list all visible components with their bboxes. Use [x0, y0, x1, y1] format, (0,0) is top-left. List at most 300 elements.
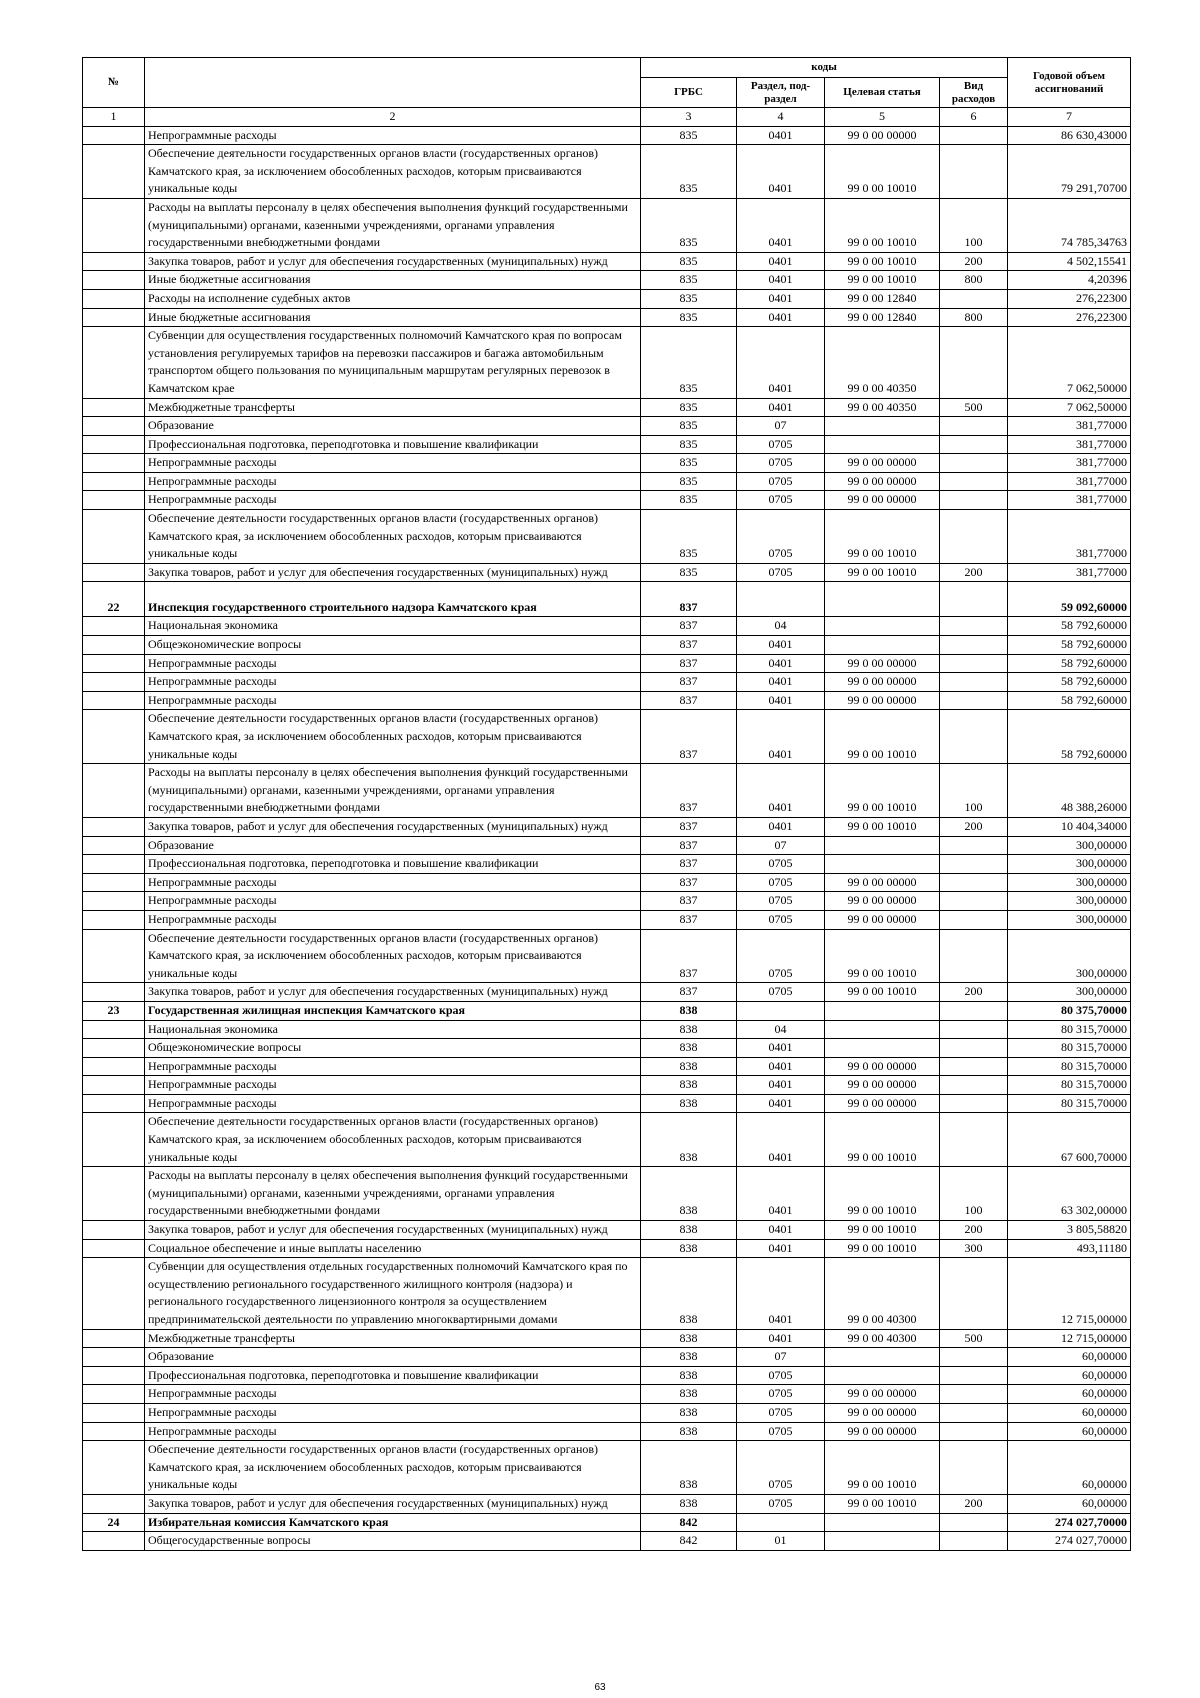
row-razdel: 0705	[737, 1366, 825, 1385]
row-razdel: 0705	[737, 472, 825, 491]
row-name: Закупка товаров, работ и услуг для обеспечения государственных (муниципальных) нужд	[145, 1494, 641, 1513]
table-row	[83, 1348, 1131, 1367]
row-amount: 300,00000	[1008, 892, 1131, 911]
row-name: Социальное обеспечение и иные выплаты населению	[145, 1239, 641, 1258]
row-amount: 381,77000	[1008, 491, 1131, 510]
row-name: Расходы на выплаты персоналу в целях обеспечения выполнения функций государственными (муниципальными) органами, казенными учреждениями, органами управления государственными внебюджетными фондами	[145, 764, 641, 818]
row-razdel: 0705	[737, 1422, 825, 1441]
row-amount: 274 027,70000	[1008, 1532, 1131, 1551]
row-name: Государственная жилищная инспекция Камчатского края	[145, 1001, 641, 1020]
table-row	[83, 1167, 1131, 1221]
table-row	[83, 1422, 1131, 1441]
row-name: Иные бюджетные ассигнования	[145, 271, 641, 290]
header-tselevaya: Целевая статья	[825, 78, 940, 108]
row-name: Обеспечение деятельности государственных органов власти (государственных органов) Камчатского края, за исключением обособленных расходов, которым присваиваются уникальные коды	[145, 510, 641, 564]
row-grbs: 835	[641, 435, 737, 454]
row-grbs: 838	[641, 1441, 737, 1495]
row-grbs: 835	[641, 289, 737, 308]
row-razdel: 0705	[737, 491, 825, 510]
row-number	[83, 892, 145, 911]
table-row	[83, 454, 1131, 473]
row-name: Непрограммные расходы	[145, 1076, 641, 1095]
row-amount: 300,00000	[1008, 910, 1131, 929]
row-name: Непрограммные расходы	[145, 910, 641, 929]
row-expense-type	[940, 1057, 1008, 1076]
row-target-article: 99 0 00 10010	[825, 929, 940, 983]
row-razdel: 01	[737, 1532, 825, 1551]
row-grbs: 838	[641, 1001, 737, 1020]
row-razdel: 0705	[737, 1403, 825, 1422]
row-expense-type	[940, 510, 1008, 564]
row-number	[83, 1094, 145, 1113]
budget-table	[82, 57, 1131, 1551]
row-grbs: 838	[641, 1422, 737, 1441]
row-name: Закупка товаров, работ и услуг для обеспечения государственных (муниципальных) нужд	[145, 252, 641, 271]
row-number: 23	[83, 1001, 145, 1020]
row-grbs: 835	[641, 491, 737, 510]
row-amount: 300,00000	[1008, 836, 1131, 855]
row-target-article	[825, 1001, 940, 1020]
row-razdel: 0401	[737, 145, 825, 199]
row-target-article	[825, 1020, 940, 1039]
row-expense-type: 500	[940, 1329, 1008, 1348]
row-razdel: 0401	[737, 654, 825, 673]
row-expense-type	[940, 435, 1008, 454]
row-razdel: 04	[737, 617, 825, 636]
header-num: №	[83, 58, 145, 108]
row-razdel: 0705	[737, 1385, 825, 1404]
row-amount: 58 792,60000	[1008, 673, 1131, 692]
row-target-article	[825, 1348, 940, 1367]
row-expense-type	[940, 1076, 1008, 1095]
row-name: Общеэкономические вопросы	[145, 1039, 641, 1058]
table-row	[83, 582, 1131, 617]
row-amount: 300,00000	[1008, 855, 1131, 874]
row-number	[83, 1258, 145, 1329]
table-row	[83, 673, 1131, 692]
row-amount: 74 785,34763	[1008, 198, 1131, 252]
col-number: 5	[825, 108, 940, 127]
row-grbs: 837	[641, 710, 737, 764]
row-target-article: 99 0 00 10010	[825, 1113, 940, 1167]
row-expense-type	[940, 1441, 1008, 1495]
row-expense-type	[940, 929, 1008, 983]
row-target-article: 99 0 00 10010	[825, 1494, 940, 1513]
row-expense-type	[940, 1020, 1008, 1039]
row-razdel: 0705	[737, 435, 825, 454]
header-grbs: ГРБС	[641, 78, 737, 108]
row-grbs: 837	[641, 654, 737, 673]
table-row	[83, 1494, 1131, 1513]
table-row	[83, 855, 1131, 874]
col-number: 3	[641, 108, 737, 127]
row-number	[83, 327, 145, 398]
row-amount: 381,77000	[1008, 563, 1131, 582]
row-razdel: 0705	[737, 454, 825, 473]
row-razdel	[737, 582, 825, 617]
row-grbs: 838	[641, 1020, 737, 1039]
row-amount: 80 315,70000	[1008, 1039, 1131, 1058]
page-number: 63	[594, 1682, 606, 1693]
row-razdel: 0401	[737, 673, 825, 692]
row-target-article	[825, 836, 940, 855]
row-razdel: 0401	[737, 1057, 825, 1076]
row-amount: 60,00000	[1008, 1348, 1131, 1367]
row-amount: 3 805,58820	[1008, 1221, 1131, 1240]
row-amount: 300,00000	[1008, 873, 1131, 892]
row-amount: 58 792,60000	[1008, 710, 1131, 764]
row-expense-type: 100	[940, 764, 1008, 818]
table-row	[83, 1385, 1131, 1404]
table-body	[83, 126, 1131, 1550]
row-name: Закупка товаров, работ и услуг для обеспечения государственных (муниципальных) нужд	[145, 983, 641, 1002]
row-number	[83, 1366, 145, 1385]
row-expense-type: 200	[940, 983, 1008, 1002]
table-row	[83, 1366, 1131, 1385]
row-expense-type: 200	[940, 563, 1008, 582]
row-number	[83, 198, 145, 252]
row-amount: 67 600,70000	[1008, 1113, 1131, 1167]
row-target-article	[825, 582, 940, 617]
row-razdel: 04	[737, 1020, 825, 1039]
table-row	[83, 636, 1131, 655]
row-target-article: 99 0 00 10010	[825, 510, 940, 564]
row-grbs: 837	[641, 673, 737, 692]
row-name: Непрограммные расходы	[145, 892, 641, 911]
row-amount: 80 315,70000	[1008, 1020, 1131, 1039]
row-razdel: 0401	[737, 1221, 825, 1240]
row-number	[83, 817, 145, 836]
row-number	[83, 617, 145, 636]
row-expense-type	[940, 1258, 1008, 1329]
row-target-article: 99 0 00 00000	[825, 1385, 940, 1404]
row-amount: 80 315,70000	[1008, 1057, 1131, 1076]
row-razdel: 0705	[737, 1441, 825, 1495]
row-grbs: 837	[641, 892, 737, 911]
row-amount: 79 291,70700	[1008, 145, 1131, 199]
row-razdel: 0401	[737, 327, 825, 398]
row-grbs: 835	[641, 454, 737, 473]
row-grbs: 837	[641, 910, 737, 929]
row-target-article: 99 0 00 10010	[825, 1441, 940, 1495]
row-expense-type: 300	[940, 1239, 1008, 1258]
row-number	[83, 472, 145, 491]
row-target-article	[825, 636, 940, 655]
row-number	[83, 1348, 145, 1367]
row-number	[83, 673, 145, 692]
row-expense-type	[940, 491, 1008, 510]
row-target-article: 99 0 00 10010	[825, 1221, 940, 1240]
table-row	[83, 1020, 1131, 1039]
row-target-article: 99 0 00 40300	[825, 1329, 940, 1348]
row-amount: 12 715,00000	[1008, 1329, 1131, 1348]
row-grbs: 837	[641, 855, 737, 874]
table-row	[83, 1057, 1131, 1076]
col-number: 1	[83, 108, 145, 127]
row-razdel: 0705	[737, 855, 825, 874]
row-razdel: 0401	[737, 398, 825, 417]
row-number	[83, 1403, 145, 1422]
table-row	[83, 327, 1131, 398]
row-name: Образование	[145, 417, 641, 436]
row-razdel: 0401	[737, 289, 825, 308]
row-expense-type: 200	[940, 252, 1008, 271]
row-target-article: 99 0 00 40350	[825, 327, 940, 398]
row-expense-type	[940, 1001, 1008, 1020]
row-number	[83, 398, 145, 417]
row-razdel: 0401	[737, 252, 825, 271]
row-razdel: 0705	[737, 929, 825, 983]
row-razdel: 0705	[737, 510, 825, 564]
row-name: Непрограммные расходы	[145, 673, 641, 692]
row-name: Профессиональная подготовка, переподготовка и повышение квалификации	[145, 435, 641, 454]
row-number	[83, 1057, 145, 1076]
row-target-article	[825, 1039, 940, 1058]
row-grbs: 838	[641, 1366, 737, 1385]
row-target-article: 99 0 00 10010	[825, 710, 940, 764]
row-razdel: 0401	[737, 1113, 825, 1167]
row-razdel: 0705	[737, 910, 825, 929]
row-target-article: 99 0 00 00000	[825, 491, 940, 510]
row-number	[83, 710, 145, 764]
row-number	[83, 764, 145, 818]
row-amount: 7 062,50000	[1008, 327, 1131, 398]
table-row	[83, 398, 1131, 417]
row-name: Национальная экономика	[145, 1020, 641, 1039]
table-row	[83, 252, 1131, 271]
row-name: Общегосударственные вопросы	[145, 1532, 641, 1551]
row-number	[83, 636, 145, 655]
row-target-article: 99 0 00 40350	[825, 398, 940, 417]
row-number	[83, 308, 145, 327]
row-name: Непрограммные расходы	[145, 1403, 641, 1422]
row-number	[83, 1385, 145, 1404]
row-expense-type	[940, 454, 1008, 473]
row-expense-type	[940, 327, 1008, 398]
row-grbs: 837	[641, 691, 737, 710]
row-razdel: 0401	[737, 308, 825, 327]
table-row	[83, 491, 1131, 510]
header-name	[145, 58, 641, 108]
table-row	[83, 1239, 1131, 1258]
row-target-article: 99 0 00 00000	[825, 126, 940, 145]
row-razdel: 07	[737, 1348, 825, 1367]
row-number	[83, 983, 145, 1002]
col-number: 2	[145, 108, 641, 127]
row-grbs: 842	[641, 1513, 737, 1532]
row-number	[83, 836, 145, 855]
row-grbs: 837	[641, 764, 737, 818]
row-number	[83, 454, 145, 473]
table-row	[83, 817, 1131, 836]
row-name: Образование	[145, 836, 641, 855]
row-target-article: 99 0 00 12840	[825, 289, 940, 308]
table-row	[83, 563, 1131, 582]
table-row	[83, 435, 1131, 454]
row-razdel: 0401	[737, 198, 825, 252]
table-row	[83, 198, 1131, 252]
row-grbs: 837	[641, 817, 737, 836]
table-row	[83, 836, 1131, 855]
row-target-article: 99 0 00 10010	[825, 271, 940, 290]
row-grbs: 835	[641, 510, 737, 564]
row-razdel: 0401	[737, 126, 825, 145]
row-expense-type	[940, 1385, 1008, 1404]
row-razdel: 0401	[737, 764, 825, 818]
row-number	[83, 691, 145, 710]
row-target-article	[825, 1366, 940, 1385]
row-grbs: 835	[641, 252, 737, 271]
row-amount: 4 502,15541	[1008, 252, 1131, 271]
row-grbs: 838	[641, 1167, 737, 1221]
row-expense-type	[940, 1094, 1008, 1113]
row-grbs: 838	[641, 1403, 737, 1422]
table-row	[83, 910, 1131, 929]
row-name: Общеэкономические вопросы	[145, 636, 641, 655]
row-grbs: 837	[641, 929, 737, 983]
table-row	[83, 289, 1131, 308]
row-name: Иные бюджетные ассигнования	[145, 308, 641, 327]
row-name: Субвенции для осуществления государственных полномочий Камчатского края по вопросам установления регулируемых тарифов на перевозки пассажиров и багажа автомобильным транспортом общего пользования по муниципальным маршрутам регулярных перевозок в Камчатском крае	[145, 327, 641, 398]
row-number	[83, 1329, 145, 1348]
row-target-article: 99 0 00 10010	[825, 145, 940, 199]
table-row	[83, 510, 1131, 564]
row-number: 24	[83, 1513, 145, 1532]
row-grbs: 835	[641, 198, 737, 252]
row-expense-type	[940, 855, 1008, 874]
header-vid: Вид расходов	[940, 78, 1008, 108]
row-amount: 10 404,34000	[1008, 817, 1131, 836]
row-expense-type	[940, 873, 1008, 892]
row-number: 22	[83, 582, 145, 617]
row-razdel: 07	[737, 417, 825, 436]
row-grbs: 837	[641, 636, 737, 655]
row-name: Непрограммные расходы	[145, 472, 641, 491]
row-number	[83, 145, 145, 199]
row-target-article	[825, 617, 940, 636]
row-expense-type	[940, 417, 1008, 436]
row-name: Непрограммные расходы	[145, 491, 641, 510]
table-row	[83, 929, 1131, 983]
row-razdel: 0705	[737, 1494, 825, 1513]
row-expense-type	[940, 126, 1008, 145]
row-razdel: 0401	[737, 1039, 825, 1058]
row-name: Обеспечение деятельности государственных органов власти (государственных органов) Камчатского края, за исключением обособленных расходов, которым присваиваются уникальные коды	[145, 710, 641, 764]
row-number	[83, 491, 145, 510]
row-target-article: 99 0 00 10010	[825, 817, 940, 836]
row-expense-type	[940, 1513, 1008, 1532]
row-expense-type	[940, 710, 1008, 764]
row-name: Закупка товаров, работ и услуг для обеспечения государственных (муниципальных) нужд	[145, 563, 641, 582]
table-row	[83, 1329, 1131, 1348]
row-target-article: 99 0 00 10010	[825, 252, 940, 271]
row-amount: 80 375,70000	[1008, 1001, 1131, 1020]
row-grbs: 838	[641, 1221, 737, 1240]
row-expense-type	[940, 836, 1008, 855]
row-amount: 86 630,43000	[1008, 126, 1131, 145]
row-number	[83, 1239, 145, 1258]
row-grbs: 837	[641, 983, 737, 1002]
row-number	[83, 435, 145, 454]
row-expense-type	[940, 673, 1008, 692]
row-amount: 12 715,00000	[1008, 1258, 1131, 1329]
row-grbs: 837	[641, 617, 737, 636]
row-number	[83, 1532, 145, 1551]
row-expense-type: 200	[940, 1221, 1008, 1240]
row-expense-type	[940, 691, 1008, 710]
row-amount: 7 062,50000	[1008, 398, 1131, 417]
row-number	[83, 910, 145, 929]
row-expense-type	[940, 654, 1008, 673]
row-razdel: 0401	[737, 691, 825, 710]
row-target-article: 99 0 00 00000	[825, 1403, 940, 1422]
row-expense-type	[940, 289, 1008, 308]
row-grbs: 835	[641, 126, 737, 145]
row-razdel: 0401	[737, 1329, 825, 1348]
row-razdel: 0705	[737, 892, 825, 911]
row-amount: 48 388,26000	[1008, 764, 1131, 818]
row-target-article: 99 0 00 00000	[825, 691, 940, 710]
table-row	[83, 472, 1131, 491]
row-target-article	[825, 855, 940, 874]
row-amount: 63 302,00000	[1008, 1167, 1131, 1221]
row-razdel: 0401	[737, 817, 825, 836]
row-name: Образование	[145, 1348, 641, 1367]
row-expense-type	[940, 1532, 1008, 1551]
row-amount: 381,77000	[1008, 472, 1131, 491]
row-expense-type: 500	[940, 398, 1008, 417]
table-row	[83, 892, 1131, 911]
row-amount: 274 027,70000	[1008, 1513, 1131, 1532]
row-number	[83, 417, 145, 436]
row-grbs: 838	[641, 1494, 737, 1513]
row-target-article: 99 0 00 00000	[825, 673, 940, 692]
row-grbs: 837	[641, 873, 737, 892]
row-target-article: 99 0 00 10010	[825, 1167, 940, 1221]
row-amount: 60,00000	[1008, 1403, 1131, 1422]
row-razdel: 0401	[737, 271, 825, 290]
row-grbs: 835	[641, 271, 737, 290]
row-grbs: 838	[641, 1329, 737, 1348]
row-target-article: 99 0 00 10010	[825, 198, 940, 252]
row-number	[83, 873, 145, 892]
row-number	[83, 1441, 145, 1495]
row-grbs: 838	[641, 1039, 737, 1058]
col-number: 6	[940, 108, 1008, 127]
col-number: 4	[737, 108, 825, 127]
row-grbs: 837	[641, 582, 737, 617]
row-expense-type	[940, 1113, 1008, 1167]
row-grbs: 838	[641, 1348, 737, 1367]
row-amount: 381,77000	[1008, 435, 1131, 454]
row-razdel: 0705	[737, 563, 825, 582]
table-row	[83, 145, 1131, 199]
row-target-article: 99 0 00 10010	[825, 1239, 940, 1258]
row-grbs: 838	[641, 1076, 737, 1095]
row-expense-type: 800	[940, 271, 1008, 290]
row-expense-type	[940, 145, 1008, 199]
row-number	[83, 1039, 145, 1058]
row-number	[83, 654, 145, 673]
table-row	[83, 126, 1131, 145]
row-name: Непрограммные расходы	[145, 1385, 641, 1404]
row-razdel: 0401	[737, 1167, 825, 1221]
row-number	[83, 563, 145, 582]
row-amount: 276,22300	[1008, 308, 1131, 327]
header-codes: коды	[641, 58, 1008, 78]
table-row	[83, 271, 1131, 290]
row-expense-type	[940, 617, 1008, 636]
